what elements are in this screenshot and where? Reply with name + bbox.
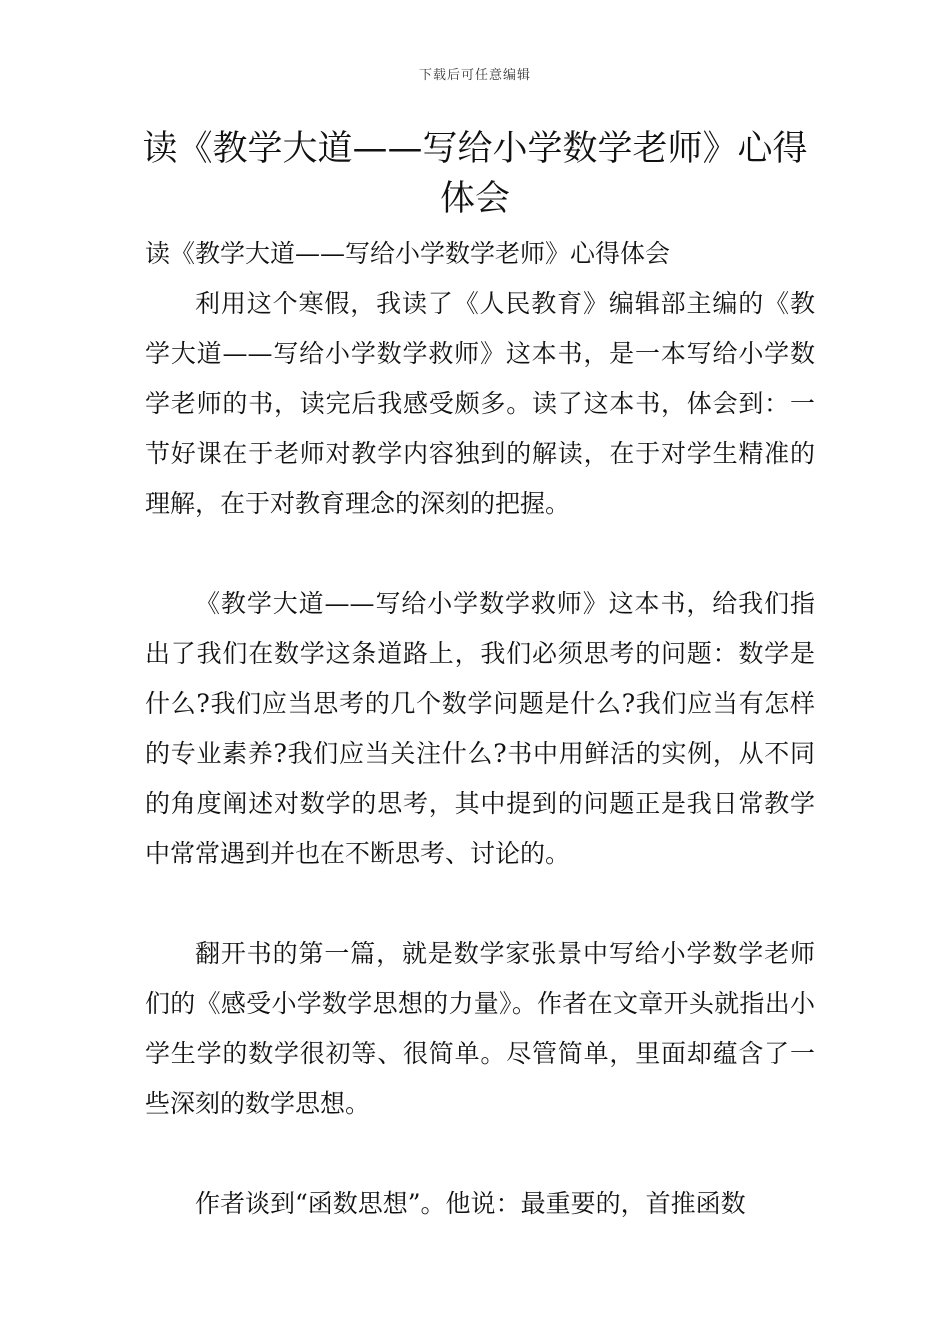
paragraph-spacer [145,529,815,579]
document-subtitle: 读《教学大道——写给小学数学老师》心得体会 [145,239,671,268]
header-note: 下载后可任意编辑 [418,68,531,83]
paragraph: 《教学大道——写给小学数学救师》这本书，给我们指出了我们在数学这条道路上，我们必须思考的问题：数学是什么?我们应当思考的几个数学问题是什么?我们应当有怎样的专业素养?我们应当关注什么?书中用鲜活的实例，从不同的角度阐述对数学的思考，其中提到的问题正是我日常教学中常常遇到并也在不断思考、讨论的。 [145,589,815,868]
paragraph-spacer [145,879,815,929]
paragraph: 作者谈到“函数思想”。他说：最重要的，首推函数 [195,1189,746,1218]
paragraph: 利用这个寒假，我读了《人民教育》编辑部主编的《教学大道——写给小学数学救师》这本书，是一本写给小学数学老师的书，读完后我感受颇多。读了这本书，体会到：一节好课在于老师对教学内容独到的解读，在于对学生精准的理解，在于对教育理念的深刻的把握。 [145,289,815,518]
paragraph-spacer [145,1129,815,1179]
document-body [145,229,815,1229]
paragraph: 翻开书的第一篇，就是数学家张景中写给小学数学老师们的《感受小学数学思想的力量》。作者在文章开头就指出小学生学的数学很初等、很简单。尽管简单，里面却蕴含了一些深刻的数学思想。 [145,939,815,1118]
document-title: 读《教学大道——写给小学数学老师》心得体会 [142,129,808,219]
